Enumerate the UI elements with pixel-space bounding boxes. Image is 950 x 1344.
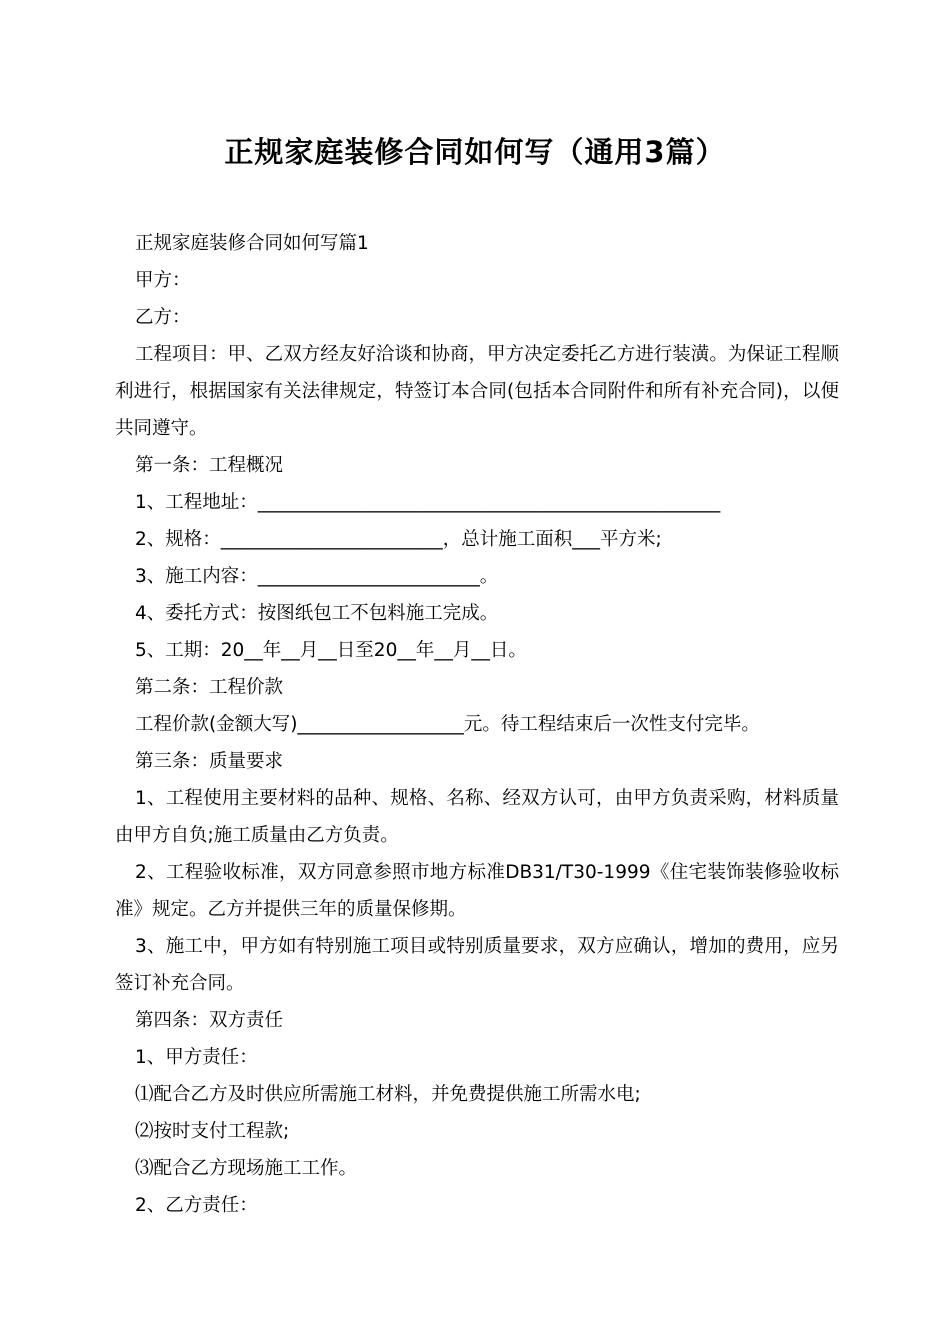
project-paragraph: 工程项目：甲、乙双方经友好洽谈和协商，甲方决定委托乙方进行装潢。为保证工程顺利进行，根据国家有关法律规定，特签订本合同(包括本合同附件和所有补充合同)，以便共同遵守。 [115, 344, 839, 439]
clause-line: 3、施工内容：________________________。 [135, 566, 499, 587]
clause-paragraph: 3、施工中，甲方如有特别施工项目或特别质量要求，双方应确认，增加的费用，应另签订补充合同。 [115, 936, 839, 994]
party-b-line: 乙方： [135, 307, 191, 328]
clause-line: 1、甲方责任： [135, 1047, 258, 1068]
clause-line: 2、规格：________________________，总计施工面积___平方米; [135, 529, 662, 550]
article-heading: 第一条：工程概况 [135, 455, 284, 476]
document-body [115, 225, 839, 1224]
clause-paragraph: 1、工程使用主要材料的品种、规格、名称、经双方认可，由甲方负责采购，材料质量由甲方自负;施工质量由乙方负责。 [115, 788, 839, 846]
clause-line: 4、委托方式：按图纸包工不包料施工完成。 [135, 603, 499, 624]
clause-line: 1、工程地址：__________________________________________________ [135, 492, 721, 513]
party-a-line: 甲方： [135, 270, 191, 291]
clause-line: ⑶配合乙方现场施工工作。 [135, 1158, 358, 1179]
clause-line: 2、乙方责任： [135, 1195, 258, 1216]
clause-line: ⑵按时支付工程款; [135, 1121, 290, 1142]
article-heading: 第二条：工程价款 [135, 677, 284, 698]
clause-line: 5、工期：20__年__月__日至20__年__月__日。 [135, 640, 527, 661]
clause-line: 工程价款(金额大写)__________________元。待工程结束后一次性支付完毕。 [135, 714, 760, 735]
clause-line: ⑴配合乙方及时供应所需施工材料，并免费提供施工所需水电; [135, 1084, 641, 1105]
section-heading: 正规家庭装修合同如何写篇1 [135, 233, 369, 254]
article-heading: 第三条：质量要求 [135, 751, 284, 772]
clause-paragraph: 2、工程验收标准，双方同意参照市地方标准DB31/T30-1999《住宅装饰装修验收标准》规定。乙方并提供三年的质量保修期。 [115, 862, 839, 920]
document-title: 正规家庭装修合同如何写（通用3篇） [224, 135, 726, 169]
article-heading: 第四条：双方责任 [135, 1010, 284, 1031]
